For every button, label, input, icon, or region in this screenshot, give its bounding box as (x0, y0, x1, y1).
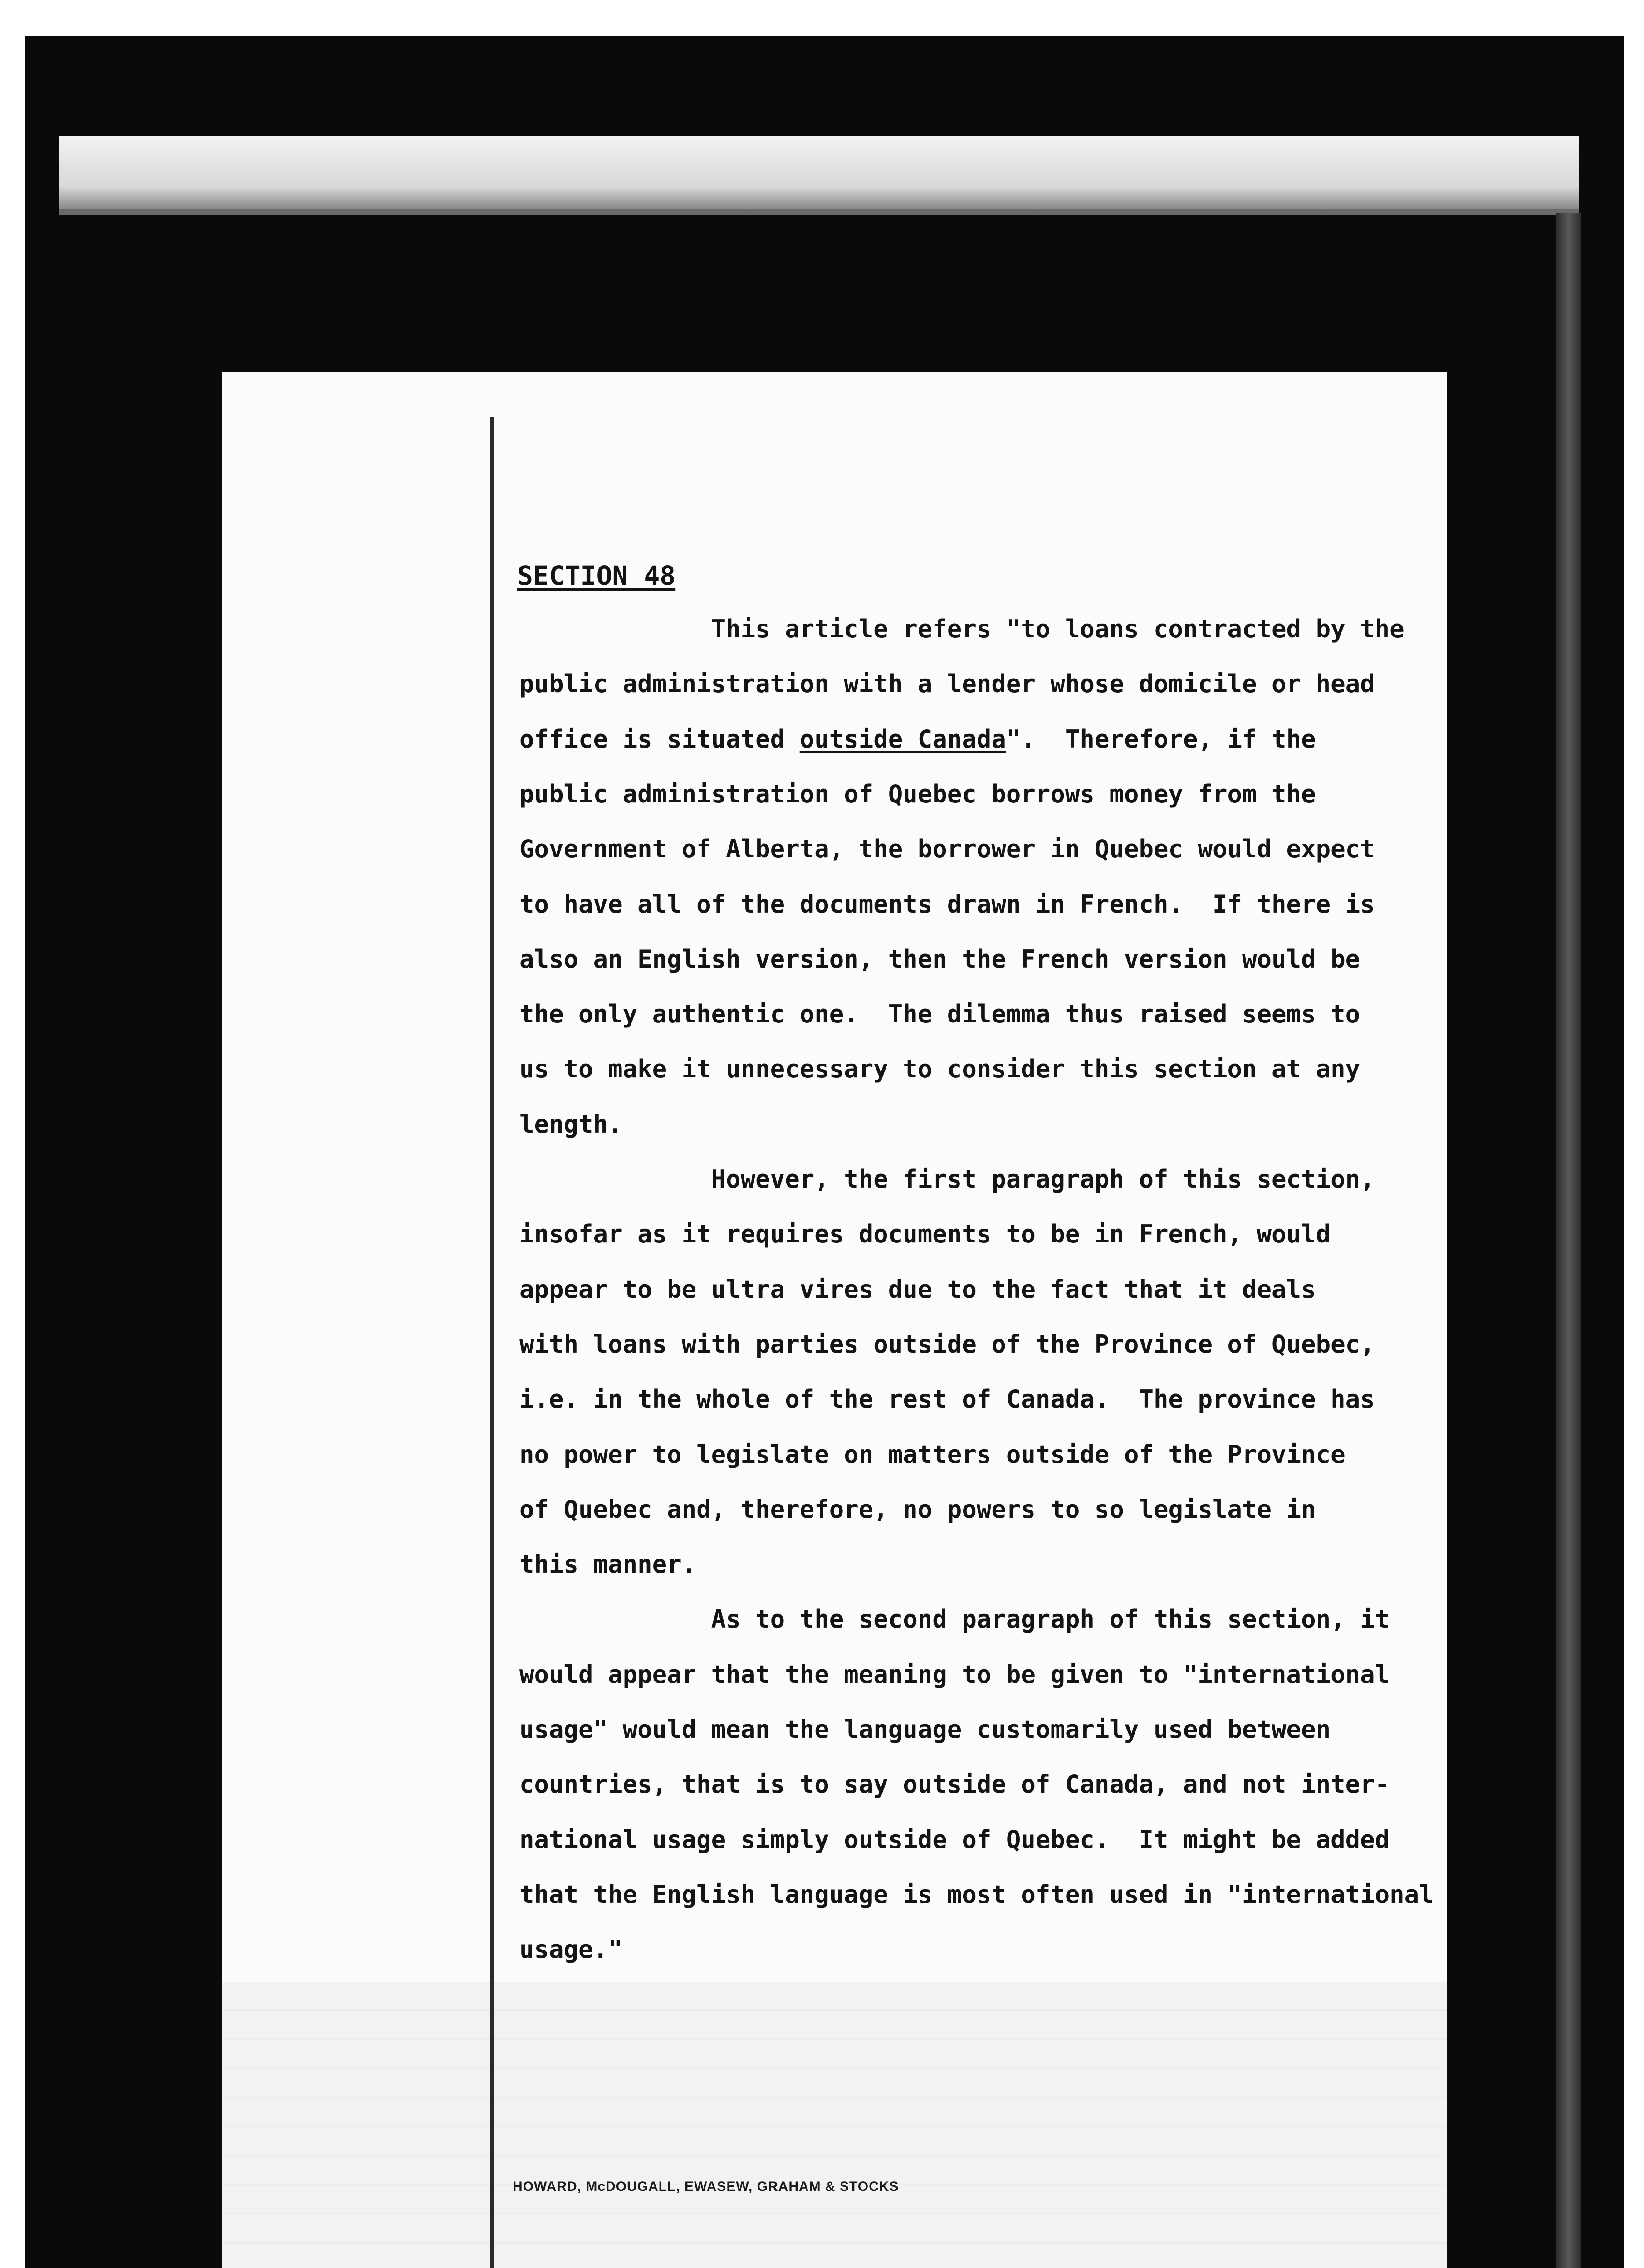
text-line (519, 1220, 1331, 1248)
text-line (519, 670, 1375, 698)
text-line-segment: i.e. in the whole of the rest of Canada. The province has (519, 1385, 1375, 1413)
text-line-segment: also an English version, then the French version would be (519, 945, 1360, 973)
text-line (519, 1825, 1390, 1854)
text-line (519, 1715, 1331, 1744)
text-line (519, 1000, 1360, 1028)
text-line-segment: would appear that the meaning to be given to "international (519, 1660, 1390, 1689)
text-line (519, 1110, 623, 1139)
text-line-segment: This article refers "to loans contracted by the (519, 615, 1404, 643)
text-line (519, 1165, 1375, 1193)
text-line-segment: public administration with a lender whose domicile or head (519, 670, 1375, 698)
text-line-segment: us to make it unnecessary to consider this section at any (519, 1055, 1360, 1083)
text-line (519, 1660, 1390, 1689)
text-line-segment: that the English language is most often used in "international (519, 1880, 1434, 1909)
text-line (519, 1385, 1375, 1413)
text-line (519, 1440, 1346, 1469)
text-line (519, 1770, 1390, 1799)
text-line-segment: Government of Alberta, the borrower in Quebec would expect (519, 835, 1375, 863)
text-line (519, 725, 1316, 753)
text-line-segment: national usage simply outside of Quebec. It might be added (519, 1825, 1390, 1854)
text-line-segment: length. (519, 1110, 623, 1139)
text-line (519, 780, 1316, 808)
text-line-segment: with loans with parties outside of the Province of Quebec, (519, 1330, 1375, 1359)
document-page (222, 372, 1447, 2268)
film-top-strip (59, 136, 1579, 209)
text-line (519, 1880, 1434, 1909)
margin-rule (490, 417, 494, 2268)
text-line-segment: the only authentic one. The dilemma thus raised seems to (519, 1000, 1360, 1028)
text-line-segment: public administration of Quebec borrows money from the (519, 780, 1316, 808)
underlined-phrase: outside Canada (799, 725, 1006, 753)
text-line (519, 1935, 623, 1964)
text-line (519, 1330, 1375, 1359)
text-line (519, 945, 1360, 973)
text-line (519, 1275, 1316, 1304)
text-line-segment: no power to legislate on matters outside of the Province (519, 1440, 1346, 1469)
text-line-segment: ". Therefore, if the (1006, 725, 1316, 753)
text-line-segment: to have all of the documents drawn in French. If there is (519, 890, 1375, 919)
section-heading: SECTION 48 (517, 560, 676, 591)
text-line (519, 1055, 1360, 1083)
text-line-segment: As to the second paragraph of this section, it (519, 1605, 1390, 1633)
film-right-edge (1556, 213, 1581, 2268)
film-top-edge (59, 209, 1579, 215)
text-line-segment: this manner. (519, 1550, 697, 1579)
text-line-segment: However, the first paragraph of this section, (519, 1165, 1375, 1193)
text-line-segment: of Quebec and, therefore, no powers to so legislate in (519, 1495, 1316, 1524)
text-line-segment: office is situated (519, 725, 800, 753)
text-line-segment: usage" would mean the language customarily used between (519, 1715, 1331, 1744)
text-line-segment: countries, that is to say outside of Canada, and not inter- (519, 1770, 1390, 1799)
text-line-segment: usage." (519, 1935, 623, 1964)
text-line (519, 890, 1375, 919)
text-line (519, 1495, 1316, 1524)
text-line (519, 1550, 696, 1579)
page-lower-fade (222, 1982, 1447, 2268)
text-line (519, 835, 1375, 863)
text-line-segment: insofar as it requires documents to be in French, would (519, 1220, 1331, 1248)
text-line (519, 1605, 1390, 1633)
text-line (519, 615, 1404, 643)
law-firm-footer: HOWARD, McDOUGALL, EWASEW, GRAHAM & STOCKS (513, 2179, 899, 2194)
text-line-segment: appear to be ultra vires due to the fact that it deals (519, 1275, 1316, 1304)
